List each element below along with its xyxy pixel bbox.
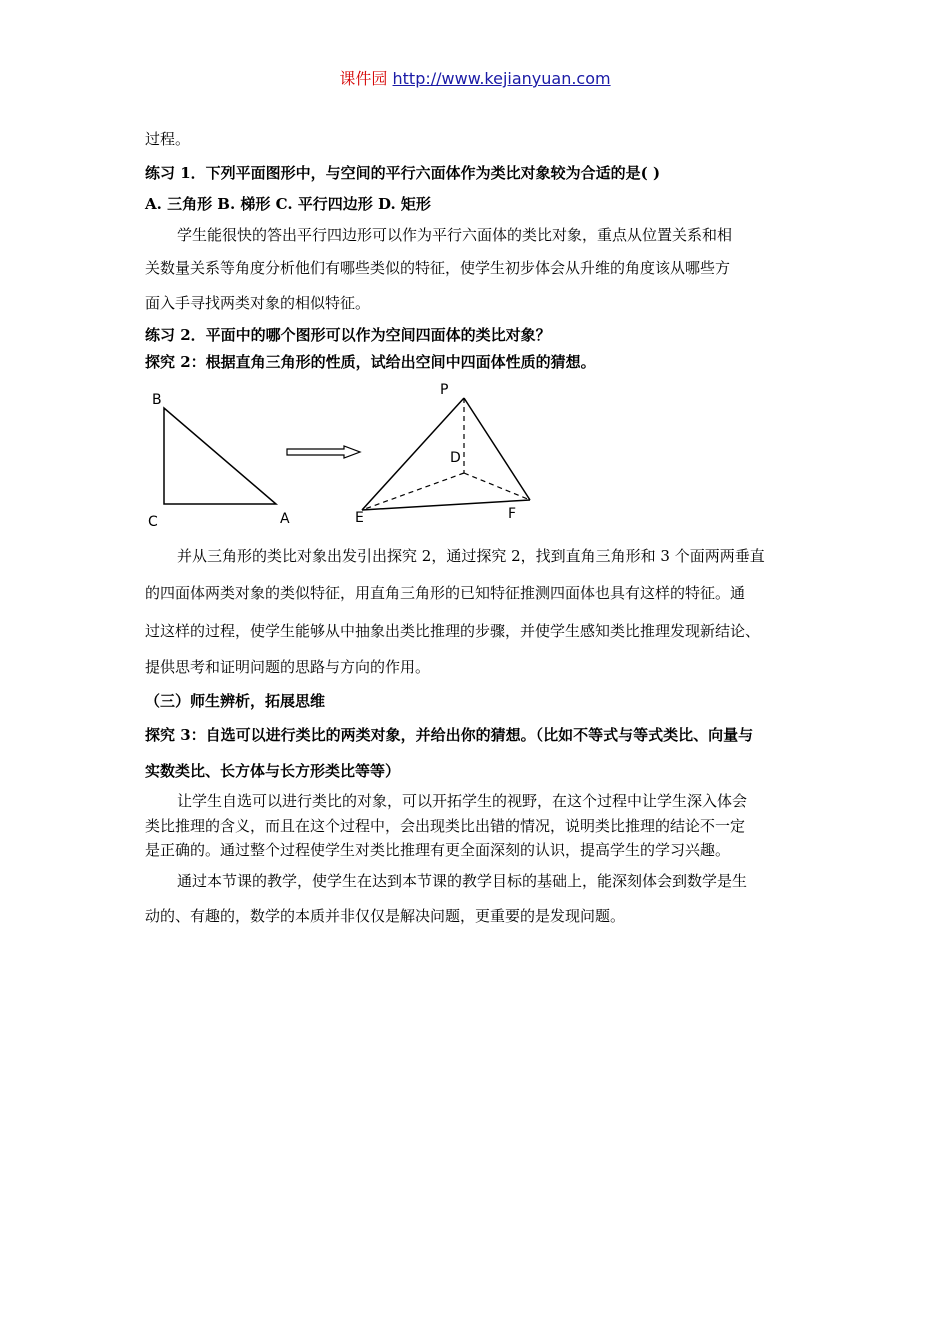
exploration-3-heading-cont: 实数类比、长方体与长方形类比等等） — [145, 762, 401, 780]
exercise-1-question: 练习 1．下列平面图形中，与空间的平行六面体作为类比对象较为合适的是( ) — [145, 164, 661, 182]
label-d: D — [450, 450, 461, 466]
paragraph-line: 面入手寻找两类对象的相似特征。 — [145, 294, 371, 312]
paragraph-line: 类比推理的含义，而且在这个过程中，会出现类比出错的情况，说明类比推理的结论不一定 — [145, 817, 746, 835]
site-name: 课件园 — [339, 69, 388, 88]
right-arrow-icon — [287, 446, 360, 458]
paragraph-line: 提供思考和证明问题的思路与方向的作用。 — [145, 658, 431, 676]
paragraph-line: 过这样的过程，使学生能够从中抽象出类比推理的步骤，并使学生感知类比推理发现新结论、 — [145, 622, 761, 640]
paragraph-line: 并从三角形的类比对象出发引出探究 2，通过探究 2，找到直角三角形和 3 个面两两垂直 — [177, 547, 765, 565]
label-p: P — [440, 382, 449, 398]
paragraph-line: 学生能很快的答出平行四边形可以作为平行六面体的类比对象，重点从位置关系和相 — [177, 226, 733, 244]
page-header — [0, 66, 950, 89]
paragraph-line: 的四面体两类对象的类似特征，用直角三角形的已知特征推测四面体也具有这样的特征。通 — [145, 584, 746, 602]
site-url-link[interactable]: http://www.kejianyuan.com — [392, 69, 611, 88]
paragraph-line: 让学生自选可以进行类比的对象，可以开拓学生的视野，在这个过程中让学生深入体会 — [177, 792, 748, 810]
right-triangle — [148, 392, 290, 530]
section-3-heading: （三）师生辨析，拓展思维 — [145, 692, 326, 710]
exercise-1-options: A. 三角形 B. 梯形 C. 平行四边形 D. 矩形 — [145, 195, 431, 213]
paragraph-line: 动的、有趣的，数学的本质并非仅仅是解决问题，更重要的是发现问题。 — [145, 907, 626, 925]
exercise-2-question: 练习 2．平面中的哪个图形可以作为空间四面体的类比对象？ — [145, 326, 551, 344]
exploration-2-heading: 探究 2：根据直角三角形的性质，试给出空间中四面体性质的猜想。 — [145, 353, 596, 371]
label-f: F — [508, 506, 517, 522]
label-c: C — [148, 514, 158, 530]
paragraph-line: 过程。 — [145, 130, 191, 148]
paragraph-line: 是正确的。通过整个过程使学生对类比推理有更全面深刻的认识，提高学生的学习兴趣。 — [145, 841, 731, 859]
tetrahedron — [355, 382, 530, 526]
paragraph-line: 通过本节课的教学，使学生在达到本节课的教学目标的基础上，能深刻体会到数学是生 — [177, 872, 748, 890]
paragraph-line: 关数量关系等角度分析他们有哪些类似的特征，使学生初步体会从升维的角度该从哪些方 — [145, 259, 731, 277]
label-a: A — [280, 511, 290, 527]
label-b: B — [152, 392, 162, 408]
geometry-figure — [140, 378, 560, 538]
exploration-3-heading: 探究 3：自选可以进行类比的两类对象，并给出你的猜想。（比如不等式与等式类比、向量与 — [145, 726, 754, 744]
label-e: E — [355, 510, 364, 526]
